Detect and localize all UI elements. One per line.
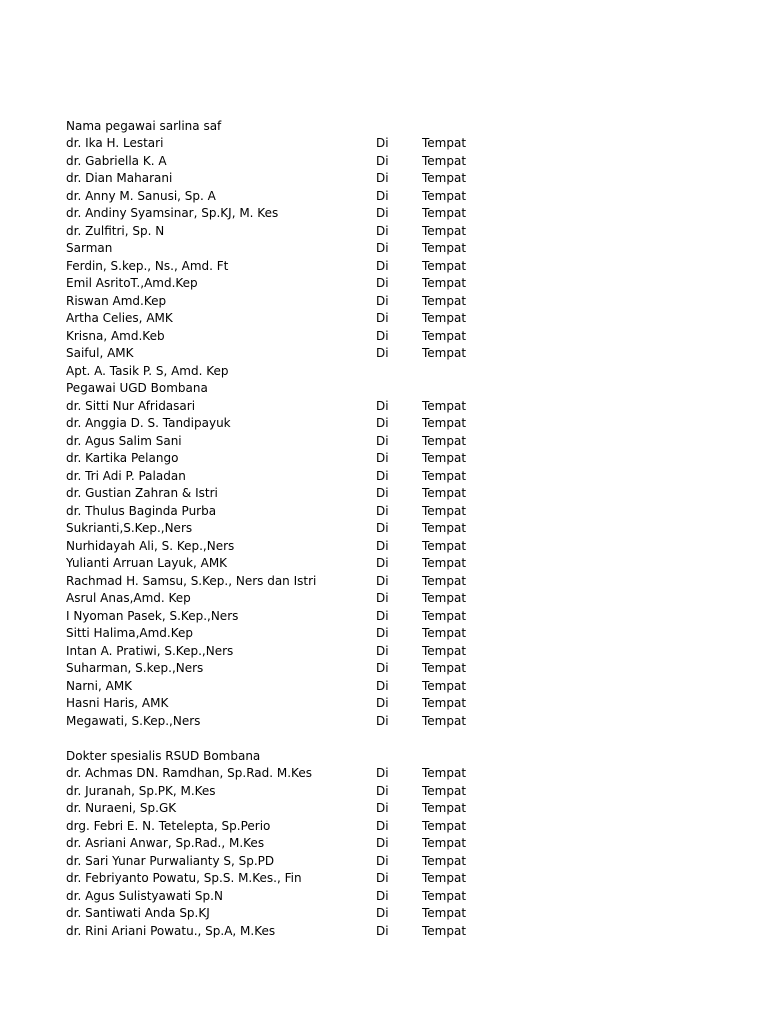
tempat-cell: Tempat bbox=[422, 626, 467, 640]
tempat-cell: Tempat bbox=[422, 836, 467, 850]
tempat-cell: Tempat bbox=[422, 468, 467, 483]
tempat-cell: Tempat bbox=[422, 416, 467, 430]
person-name: Sitti Halima,Amd.Kep bbox=[66, 626, 194, 640]
list-row bbox=[0, 450, 768, 468]
di-cell: Di bbox=[376, 433, 389, 448]
person-name: Apt. A. Tasik P. S, Amd. Kep bbox=[66, 363, 229, 378]
section-heading-text: Nama pegawai sarlina saf bbox=[66, 118, 222, 133]
person-name: dr. Agus Salim Sani bbox=[66, 433, 182, 448]
person-name: dr. Asriani Anwar, Sp.Rad., M.Kes bbox=[66, 836, 265, 850]
tempat-cell: Tempat bbox=[422, 153, 467, 168]
tempat-cell: Tempat bbox=[422, 328, 467, 343]
di-cell: Di bbox=[376, 258, 389, 273]
person-name: Intan A. Pratiwi, S.Kep.,Ners bbox=[66, 643, 234, 658]
person-name: dr. Kartika Pelango bbox=[66, 451, 179, 465]
person-name: dr. Agus Sulistyawati Sp.N bbox=[66, 888, 223, 903]
di-cell: Di bbox=[376, 136, 389, 150]
di-cell: Di bbox=[376, 188, 389, 203]
list-row bbox=[0, 135, 768, 153]
di-cell: Di bbox=[376, 398, 389, 413]
list-row bbox=[0, 153, 768, 171]
di-cell: Di bbox=[376, 276, 389, 290]
person-name: Hasni Haris, AMK bbox=[66, 696, 169, 710]
di-cell: Di bbox=[376, 521, 389, 535]
person-name: Saiful, AMK bbox=[66, 346, 134, 360]
di-cell: Di bbox=[376, 906, 389, 920]
di-cell: Di bbox=[376, 468, 389, 483]
person-name: dr. Gabriella K. A bbox=[66, 153, 167, 168]
tempat-cell: Tempat bbox=[422, 678, 467, 693]
section-heading-text: Pegawai UGD Bombana bbox=[66, 381, 208, 395]
di-cell: Di bbox=[376, 223, 389, 238]
list-row bbox=[0, 853, 768, 871]
person-name: Narni, AMK bbox=[66, 678, 133, 693]
di-cell: Di bbox=[376, 293, 389, 308]
list-row bbox=[0, 258, 768, 276]
person-name: Sarman bbox=[66, 241, 113, 255]
di-cell: Di bbox=[376, 206, 389, 220]
tempat-cell: Tempat bbox=[422, 503, 467, 518]
person-name: dr. Anggia D. S. Tandipayuk bbox=[66, 416, 231, 430]
di-cell: Di bbox=[376, 241, 389, 255]
di-cell: Di bbox=[376, 853, 389, 868]
list-row bbox=[0, 695, 768, 713]
list-row bbox=[0, 520, 768, 538]
list-row bbox=[0, 870, 768, 888]
tempat-cell: Tempat bbox=[422, 538, 467, 553]
di-cell: Di bbox=[376, 818, 389, 833]
section-heading bbox=[0, 380, 768, 398]
tempat-cell: Tempat bbox=[422, 713, 467, 728]
tempat-cell: Tempat bbox=[422, 766, 467, 780]
di-cell: Di bbox=[376, 626, 389, 640]
person-name: dr. Sari Yunar Purwalianty S, Sp.PD bbox=[66, 853, 275, 868]
person-name: Suharman, S.kep.,Ners bbox=[66, 661, 204, 675]
list-row bbox=[0, 660, 768, 678]
person-name: dr. Andiny Syamsinar, Sp.KJ, M. Kes bbox=[66, 206, 279, 220]
list-row bbox=[0, 818, 768, 836]
person-name: dr. Achmas DN. Ramdhan, Sp.Rad. M.Kes bbox=[66, 766, 312, 780]
list-row bbox=[0, 415, 768, 433]
person-name: Ferdin, S.kep., Ns., Amd. Ft bbox=[66, 258, 229, 273]
di-cell: Di bbox=[376, 416, 389, 430]
di-cell: Di bbox=[376, 643, 389, 658]
di-cell: Di bbox=[376, 888, 389, 903]
tempat-cell: Tempat bbox=[422, 871, 467, 885]
list-row bbox=[0, 625, 768, 643]
person-name: dr. Juranah, Sp.PK, M.Kes bbox=[66, 783, 216, 798]
tempat-cell: Tempat bbox=[422, 853, 467, 868]
list-row bbox=[0, 835, 768, 853]
tempat-cell: Tempat bbox=[422, 556, 467, 570]
list-row bbox=[0, 485, 768, 503]
person-name: dr. Sitti Nur Afridasari bbox=[66, 398, 196, 413]
list-row bbox=[0, 345, 768, 363]
section-heading-text: Dokter spesialis RSUD Bombana bbox=[66, 748, 261, 763]
di-cell: Di bbox=[376, 451, 389, 465]
list-row bbox=[0, 643, 768, 661]
list-row bbox=[0, 678, 768, 696]
person-name: dr. Febriyanto Powatu, Sp.S. M.Kes., Fin bbox=[66, 871, 302, 885]
di-cell: Di bbox=[376, 311, 389, 325]
list-row bbox=[0, 240, 768, 258]
person-name: Emil AsritoT.,Amd.Kep bbox=[66, 276, 198, 290]
person-name: Yulianti Arruan Layuk, AMK bbox=[66, 556, 228, 570]
tempat-cell: Tempat bbox=[422, 521, 467, 535]
list-row bbox=[0, 555, 768, 573]
di-cell: Di bbox=[376, 538, 389, 553]
tempat-cell: Tempat bbox=[422, 311, 467, 325]
section-heading bbox=[0, 748, 768, 766]
tempat-cell: Tempat bbox=[422, 486, 467, 500]
di-cell: Di bbox=[376, 923, 389, 938]
tempat-cell: Tempat bbox=[422, 696, 467, 710]
tempat-cell: Tempat bbox=[422, 241, 467, 255]
list-row bbox=[0, 783, 768, 801]
di-cell: Di bbox=[376, 678, 389, 693]
list-row bbox=[0, 538, 768, 556]
tempat-cell: Tempat bbox=[422, 223, 467, 238]
person-name: Artha Celies, AMK bbox=[66, 311, 173, 325]
person-name: dr. Zulfitri, Sp. N bbox=[66, 223, 165, 238]
tempat-cell: Tempat bbox=[422, 608, 467, 623]
di-cell: Di bbox=[376, 836, 389, 850]
person-name: dr. Gustian Zahran & Istri bbox=[66, 486, 218, 500]
tempat-cell: Tempat bbox=[422, 643, 467, 658]
person-name: dr. Santiwati Anda Sp.KJ bbox=[66, 906, 210, 920]
tempat-cell: Tempat bbox=[422, 136, 467, 150]
list-row bbox=[0, 905, 768, 923]
person-name: Rachmad H. Samsu, S.Kep., Ners dan Istri bbox=[66, 573, 317, 588]
tempat-cell: Tempat bbox=[422, 923, 467, 938]
list-row bbox=[0, 398, 768, 416]
tempat-cell: Tempat bbox=[422, 783, 467, 798]
tempat-cell: Tempat bbox=[422, 206, 467, 220]
di-cell: Di bbox=[376, 696, 389, 710]
person-name: Krisna, Amd.Keb bbox=[66, 328, 165, 343]
person-name: dr. Rini Ariani Powatu., Sp.A, M.Kes bbox=[66, 923, 276, 938]
person-name: Sukrianti,S.Kep.,Ners bbox=[66, 521, 193, 535]
tempat-cell: Tempat bbox=[422, 398, 467, 413]
person-name: drg. Febri E. N. Tetelepta, Sp.Perio bbox=[66, 818, 271, 833]
di-cell: Di bbox=[376, 573, 389, 588]
tempat-cell: Tempat bbox=[422, 293, 467, 308]
tempat-cell: Tempat bbox=[422, 661, 467, 675]
list-row bbox=[0, 170, 768, 188]
list-row bbox=[0, 888, 768, 906]
person-name: Nurhidayah Ali, S. Kep.,Ners bbox=[66, 538, 235, 553]
di-cell: Di bbox=[376, 871, 389, 885]
list-row bbox=[0, 468, 768, 486]
list-row bbox=[0, 923, 768, 941]
list-row bbox=[0, 433, 768, 451]
di-cell: Di bbox=[376, 661, 389, 675]
di-cell: Di bbox=[376, 608, 389, 623]
list-row bbox=[0, 590, 768, 608]
person-name: Asrul Anas,Amd. Kep bbox=[66, 591, 191, 605]
list-row bbox=[0, 573, 768, 591]
tempat-cell: Tempat bbox=[422, 818, 467, 833]
di-cell: Di bbox=[376, 153, 389, 168]
di-cell: Di bbox=[376, 503, 389, 518]
list-row bbox=[0, 363, 768, 381]
list-row bbox=[0, 293, 768, 311]
di-cell: Di bbox=[376, 171, 389, 185]
list-row bbox=[0, 275, 768, 293]
di-cell: Di bbox=[376, 346, 389, 360]
tempat-cell: Tempat bbox=[422, 451, 467, 465]
di-cell: Di bbox=[376, 486, 389, 500]
list-row bbox=[0, 310, 768, 328]
person-name: I Nyoman Pasek, S.Kep.,Ners bbox=[66, 608, 239, 623]
list-row bbox=[0, 503, 768, 521]
list-row bbox=[0, 188, 768, 206]
person-name: Megawati, S.Kep.,Ners bbox=[66, 713, 201, 728]
tempat-cell: Tempat bbox=[422, 888, 467, 903]
tempat-cell: Tempat bbox=[422, 573, 467, 588]
list-row bbox=[0, 800, 768, 818]
di-cell: Di bbox=[376, 713, 389, 728]
di-cell: Di bbox=[376, 801, 389, 815]
di-cell: Di bbox=[376, 328, 389, 343]
list-row bbox=[0, 608, 768, 626]
person-name: Riswan Amd.Kep bbox=[66, 293, 167, 308]
tempat-cell: Tempat bbox=[422, 171, 467, 185]
section-heading bbox=[0, 118, 768, 136]
person-name: dr. Tri Adi P. Paladan bbox=[66, 468, 186, 483]
tempat-cell: Tempat bbox=[422, 258, 467, 273]
tempat-cell: Tempat bbox=[422, 276, 467, 290]
list-row bbox=[0, 713, 768, 731]
di-cell: Di bbox=[376, 766, 389, 780]
tempat-cell: Tempat bbox=[422, 188, 467, 203]
tempat-cell: Tempat bbox=[422, 906, 467, 920]
tempat-cell: Tempat bbox=[422, 433, 467, 448]
list-row bbox=[0, 765, 768, 783]
di-cell: Di bbox=[376, 556, 389, 570]
person-name: dr. Dian Maharani bbox=[66, 171, 173, 185]
di-cell: Di bbox=[376, 591, 389, 605]
list-row bbox=[0, 328, 768, 346]
person-name: dr. Thulus Baginda Purba bbox=[66, 503, 217, 518]
list-row bbox=[0, 205, 768, 223]
tempat-cell: Tempat bbox=[422, 591, 467, 605]
person-name: dr. Nuraeni, Sp.GK bbox=[66, 801, 177, 815]
person-name: dr. Anny M. Sanusi, Sp. A bbox=[66, 188, 216, 203]
tempat-cell: Tempat bbox=[422, 801, 467, 815]
tempat-cell: Tempat bbox=[422, 346, 467, 360]
di-cell: Di bbox=[376, 783, 389, 798]
person-name: dr. Ika H. Lestari bbox=[66, 136, 164, 150]
list-row bbox=[0, 223, 768, 241]
